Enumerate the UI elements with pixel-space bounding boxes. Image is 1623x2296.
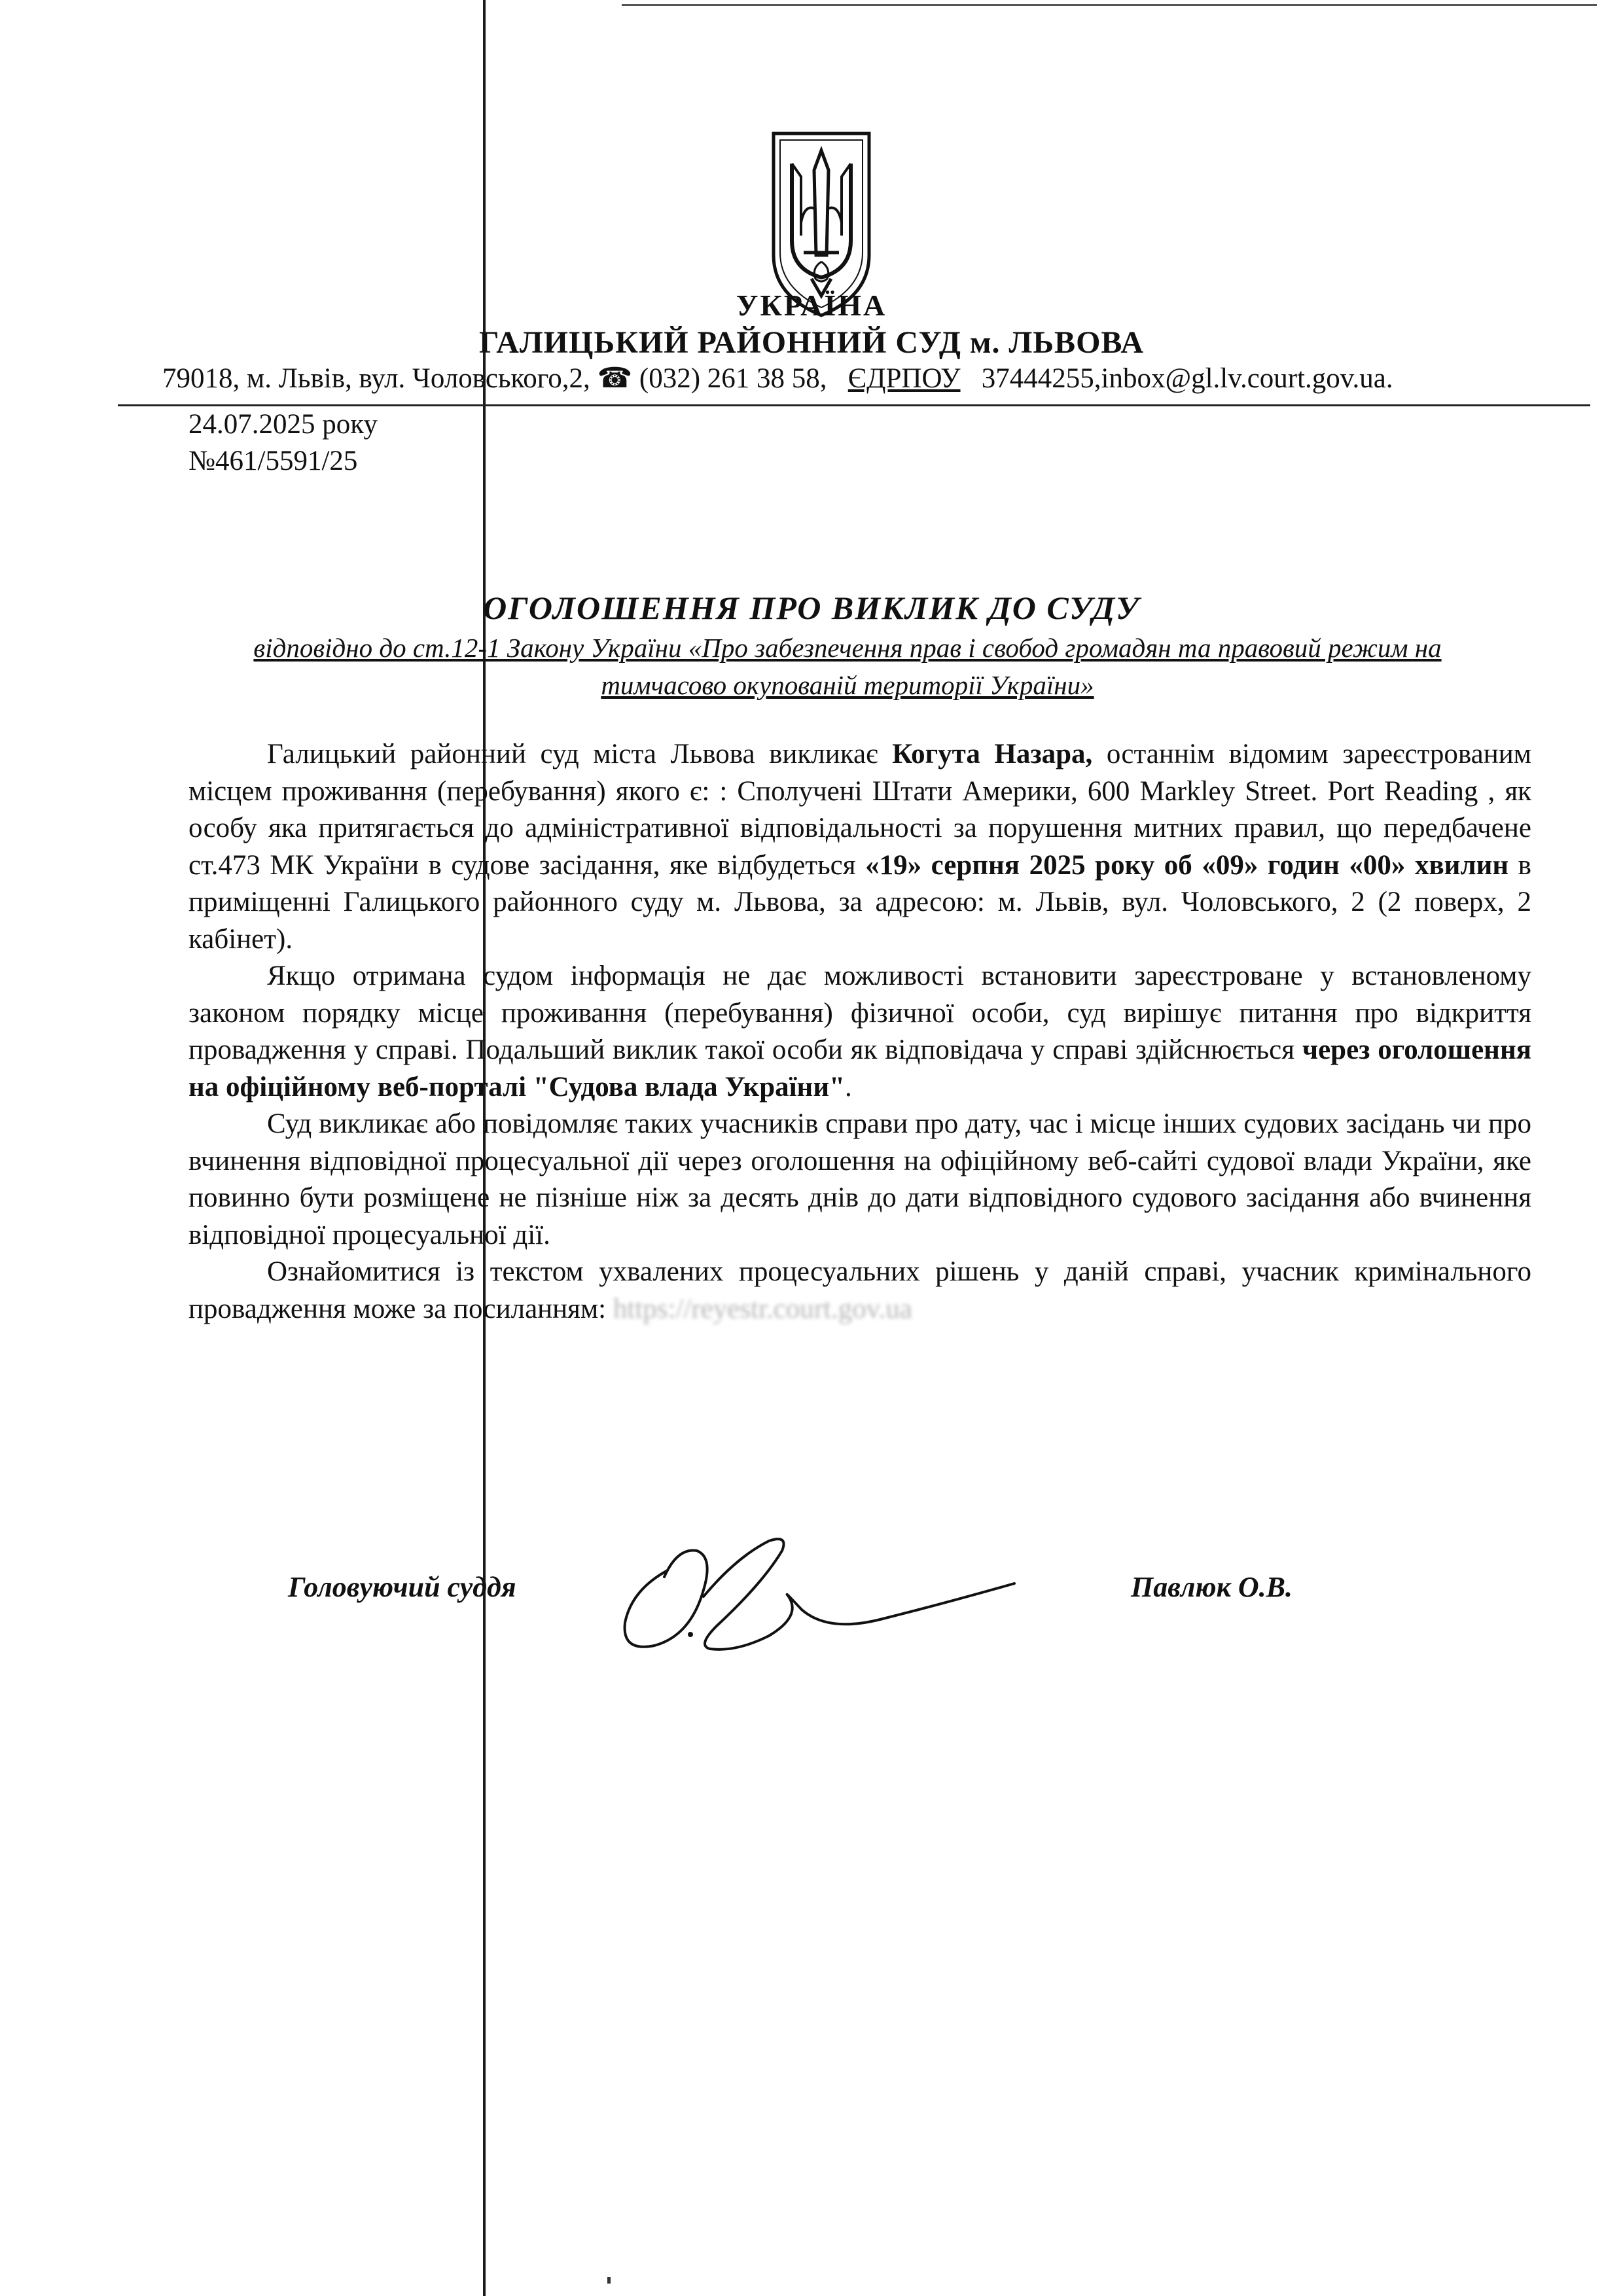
court-email: inbox@gl.lv.court.gov.ua. — [1101, 363, 1393, 394]
hearing-location: в приміщенні Галицького районного суду м. Львова, за адресою: м. Львів, вул. Чоловського, 2 (2 поверх, 2 кабінет). — [188, 849, 1531, 955]
decisions-text: Ознайомитися із текстом ухвалених процесуальних рішень у даній справі, учасник кримінального провадження може за посиланням: — [188, 1256, 1531, 1324]
document-date: 24.07.2025 року — [188, 409, 378, 440]
summons-text: Галицький районний суд міста Львова викликає — [267, 739, 893, 769]
summons-paragraph — [188, 736, 1531, 958]
procedure-end: . — [844, 1071, 852, 1103]
notice-legal-basis: відповідно до ст.12-1 Закону України «Про забезпечення прав і свобод громадян та правовий режим на тимчасово окупованій території України» — [253, 633, 1442, 700]
notice-body — [188, 736, 1531, 1328]
signatory-role: Головуючий суддя — [288, 1571, 516, 1603]
procedure-text: Якщо отримана судом інформація не дає можливості встановити зареєстроване у встановленому законом порядку місце проживання (перебування) фізичної особи, суд вирішує питання про відкриття провадження у справі. Подальший виклик такої особи як відповідача у справі здійснюється — [188, 961, 1531, 1065]
decisions-link[interactable]: https://reyestr.court.gov.ua — [613, 1293, 912, 1324]
signatory-name: Павлюк О.В. — [1131, 1571, 1293, 1603]
notice-title: ОГОЛОШЕННЯ ПРО ВИКЛИК ДО СУДУ — [483, 590, 1140, 626]
summons-details: останнім відомим зареєстрованим місцем проживання (перебування) якого є: : Сполучені Штати Америки, 600 Markley Street. Port Reading , як особу яка притягається до адміністративної відповідальності за порушення митних правил, що передбачене ст.473 МК України в судове засідання, яке відбудеться — [188, 739, 1531, 881]
court-name: ГАЛИЦЬКИЙ РАЙОННИЙ СУД м. ЛЬВОВА — [478, 325, 1145, 360]
scan-artifact-top-line — [622, 4, 1597, 6]
header-divider — [118, 404, 1590, 406]
handwritten-signature — [605, 1511, 1024, 1662]
procedure-portal: через оголошення на офіційному веб-порталі "Судова влада України" — [188, 1034, 1531, 1103]
hearing-datetime: «19» серпня 2025 року об «09» годин «00» хвилин — [865, 849, 1509, 881]
edrpou-code: 37444255, — [981, 363, 1101, 394]
notification-paragraph: Суд викликає або повідомляє таких учасників справи про дату, час і місце інших судових засідань чи про вчинення відповідної процесуальної дії через оголошення на офіційному веб-сайті судової влади України, яке повинно бути розміщене не пізніше ніж за десять днів до дати відповідного судового засідання або вчинення відповідної процесуальної дії. — [188, 1108, 1531, 1250]
court-phone: (032) 261 38 58, — [639, 363, 827, 394]
court-address: 79018, м. Львів, вул. Чоловського,2, — [162, 363, 590, 394]
procedure-paragraph — [188, 958, 1531, 1106]
country-title: УКРАЇНА — [736, 289, 887, 322]
telephone-icon: ☎ — [597, 363, 633, 394]
court-contacts — [162, 362, 1589, 395]
edrpou-label: ЄДРПОУ — [847, 363, 961, 394]
case-number: №461/5591/25 — [188, 446, 358, 476]
summoned-person-name: Когута Назара, — [892, 739, 1093, 769]
decisions-paragraph — [188, 1254, 1531, 1328]
scan-artifact-speck — [607, 2277, 611, 2284]
